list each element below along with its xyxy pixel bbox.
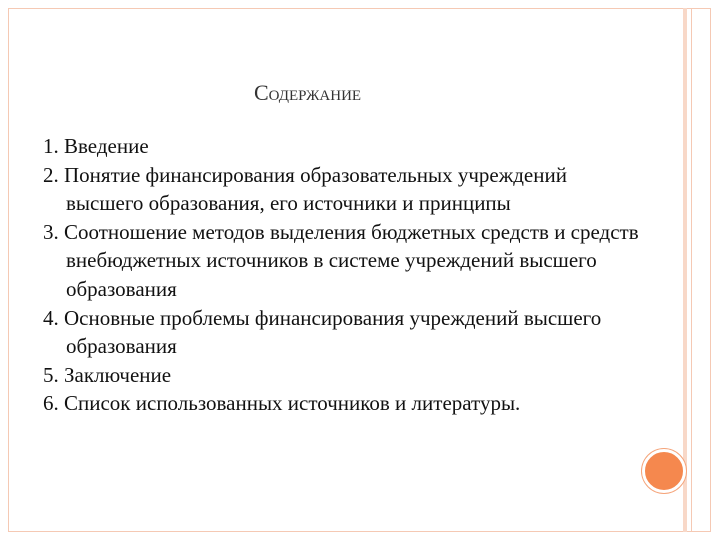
toc-item-references: 6. Список использованных источников и литературы. — [43, 391, 521, 416]
table-of-contents-list — [43, 132, 643, 418]
toc-item-main-problems: 4. Основные проблемы финансирования учреждений высшего образования — [43, 305, 602, 359]
toc-item-financing-concept: 2. Понятие финансирования образовательных учреждений высшего образования, его источники и принципы — [43, 162, 567, 216]
frame-side-line — [691, 8, 692, 532]
toc-item-introduction: 1. Введение — [43, 134, 149, 158]
frame-side-band — [683, 8, 687, 532]
slide-title: Содержание — [254, 80, 362, 105]
accent-circle-decoration — [642, 449, 686, 493]
toc-item-conclusion: 5. Заключение — [43, 362, 172, 387]
toc-item-budget-methods: 3. Соотношение методов выделения бюджетных средств и средств внебюджетных источников в системе учреждений высшего образования — [43, 219, 639, 301]
